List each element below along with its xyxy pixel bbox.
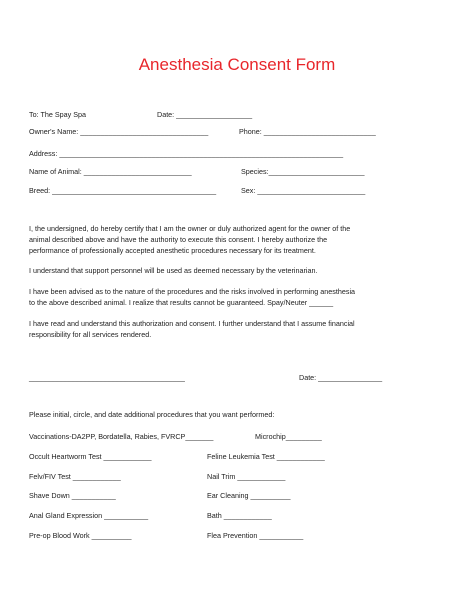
paragraph-line: I have read and understand this authorization and consent. I further understand that I assume financial — [29, 319, 355, 328]
paragraph-line: I have been advised as to the nature of the procedures and the risks involved in performing anesthesia — [29, 287, 356, 296]
felv-fiv-option[interactable]: Felv/FIV Test ____________ — [29, 472, 121, 481]
preop-blood-work-option[interactable]: Pre-op Blood Work __________ — [29, 531, 132, 540]
sex-field[interactable]: Sex: ___________________________ — [241, 186, 366, 195]
paragraph-line: responsibility for all services rendered. — [29, 329, 152, 339]
microchip-option[interactable]: Microchip_________ — [255, 432, 322, 441]
anal-gland-option[interactable]: Anal Gland Expression ___________ — [29, 511, 149, 520]
feline-leukemia-option[interactable]: Feline Leukemia Test ____________ — [207, 452, 325, 461]
vaccinations-option[interactable]: Vaccinations-DA2PP, Bordatella, Rabies, FVRCP_______ — [29, 432, 214, 441]
address-field[interactable]: Address: _______________________________________________________________________ — [29, 149, 344, 158]
breed-field[interactable]: Breed: _________________________________________ — [29, 186, 217, 195]
paragraph-line: to the above described animal. I realize that results cannot be guaranteed. Spay/Neuter ______ — [29, 297, 334, 307]
paragraph-line: I, the undersigned, do hereby certify that I am the owner or duly authorized agent for the owner of the — [29, 224, 351, 233]
paragraph-line: animal described above and have the authority to execute this consent. I hereby authorize the — [29, 234, 328, 244]
support-personnel-paragraph — [29, 266, 447, 277]
signature-line[interactable]: _______________________________________ — [29, 373, 185, 382]
signature-date-field[interactable]: Date: ________________ — [299, 373, 383, 382]
nail-trim-option[interactable]: Nail Trim ____________ — [207, 472, 286, 481]
date-field[interactable]: Date: ___________________ — [157, 110, 253, 119]
phone-field[interactable]: Phone: ____________________________ — [239, 127, 376, 136]
paragraph-line: I understand that support personnel will be used as deemed necessary by the veterinarian. — [29, 266, 318, 275]
to-line: To: The Spay Spa — [29, 110, 87, 119]
risks-paragraph — [29, 287, 447, 309]
financial-responsibility-paragraph — [29, 319, 447, 341]
form-title: Anesthesia Consent Form — [138, 55, 336, 74]
species-field[interactable]: Species:________________________ — [241, 167, 365, 176]
paragraph-line: performance of professionally accepted anesthetic procedures necessary for its treatment. — [29, 245, 316, 255]
authorization-paragraph — [29, 224, 447, 256]
owner-name-field[interactable]: Owner's Name: ________________________________ — [29, 127, 209, 136]
bath-option[interactable]: Bath ____________ — [207, 511, 272, 520]
animal-name-field[interactable]: Name of Animal: ___________________________ — [29, 167, 192, 176]
ear-cleaning-option[interactable]: Ear Cleaning __________ — [207, 491, 291, 500]
heartworm-test-option[interactable]: Occult Heartworm Test ____________ — [29, 452, 152, 461]
shave-down-option[interactable]: Shave Down ___________ — [29, 491, 116, 500]
flea-prevention-option[interactable]: Flea Prevention ___________ — [207, 531, 304, 540]
procedures-intro: Please initial, circle, and date additional procedures that you want performed: — [29, 410, 275, 419]
